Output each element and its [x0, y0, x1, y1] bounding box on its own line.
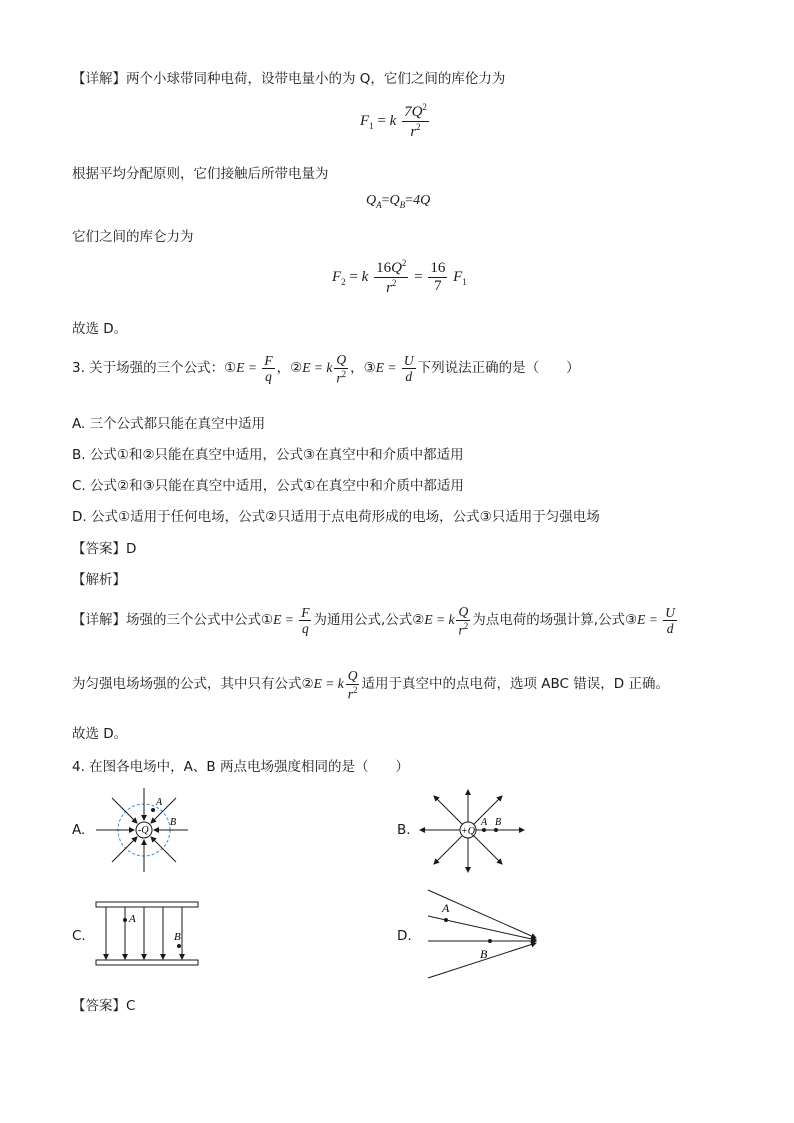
- q3-detail-line-2: 为匀强电场场强的公式，其中只有公式②E = k $\frac{Q}{r^2}$ 适用于真空中的点电荷，选项 ABC 错误，D 正确。: [72, 668, 669, 702]
- point-a-label: A: [156, 797, 163, 808]
- detail-paragraph-1: [72, 67, 505, 87]
- figure-a-negative-charge: [92, 786, 192, 878]
- point-b-dot-c: [177, 944, 181, 948]
- choose-d-1: 故选 D。: [72, 321, 128, 337]
- q4-option-c-label: C.: [72, 928, 86, 944]
- point-b-label-c: B: [174, 931, 181, 943]
- question-3-stem: 3. 关于场强的三个公式：①E = $\frac{F}{q}$ ，②E = k $\frac{Q}{r^2}$ ，③E = $\frac{U}{d}$ 下列说法正确的是（ ）: [72, 352, 580, 386]
- equation-f2: $F_2 = k$ $\frac{16Q^2}{r^2}$ = $\frac{16}{7}$ $F_1$: [332, 258, 467, 297]
- point-a-label-b: A: [481, 817, 488, 828]
- point-a-label-d: A: [442, 901, 450, 915]
- top-plate: [96, 902, 198, 907]
- q3-choose: 故选 D。: [72, 726, 128, 742]
- figure-c-uniform-field: [94, 898, 200, 970]
- point-a-label-c: A: [129, 913, 136, 925]
- paragraph-distribution: 根据平均分配原则，它们接触后所带电量为: [72, 166, 329, 182]
- figure-d-converging-field: [424, 886, 542, 982]
- figure-b-positive-charge: [418, 786, 528, 876]
- detail-text: 两个小球带同种电荷，设带电量小的为 Q，它们之间的库伦力为: [126, 71, 506, 87]
- q4-option-d-label: D.: [397, 928, 412, 944]
- charge-label-a: -Q: [138, 825, 149, 836]
- point-b-label: B: [170, 817, 177, 828]
- q4-answer: 【答案】C: [72, 998, 136, 1014]
- q3-option-c: C. 公式②和③只能在真空中适用，公式①在真空中和介质中都适用: [72, 478, 464, 494]
- point-a-dot: [151, 808, 155, 812]
- point-a-dot-c: [123, 918, 127, 922]
- point-b-label-b: B: [495, 817, 502, 828]
- point-b-label-d: B: [480, 947, 488, 961]
- q3-analysis-label: 【解析】: [72, 572, 126, 588]
- point-b-dot-b: [494, 828, 498, 832]
- point-a-dot-b: [482, 828, 486, 832]
- field-lines-c: [106, 907, 182, 959]
- q3-option-d: D. 公式①适用于任何电场，公式②只适用于点电荷形成的电场，公式③只适用于匀强电场: [72, 509, 600, 525]
- bottom-plate: [96, 960, 198, 965]
- q3-detail-line-1: 【详解】场强的三个公式中公式①E = $\frac{F}{q}$ 为通用公式,公式②E = k $\frac{Q}{r^2}$ 为点电荷的场强计算,公式③E = $\frac{U}{d}$: [72, 604, 676, 638]
- point-b-dot-d: [488, 939, 492, 943]
- equation-f1: $F_1 = k$ $\frac{7Q^2}{r^2}$: [360, 102, 427, 141]
- equation-qa-qb: $Q_A=Q_B=4Q$: [366, 193, 431, 210]
- q3-answer: 【答案】D: [72, 541, 137, 557]
- point-a-dot-d: [444, 918, 448, 922]
- q3-option-a: A. 三个公式都只能在真空中适用: [72, 416, 266, 432]
- q3-option-b: B. 公式①和②只能在真空中适用，公式③在真空中和介质中都适用: [72, 447, 464, 463]
- paragraph-coulomb: 它们之间的库仑力为: [72, 229, 194, 245]
- q4-option-b-label: B.: [397, 822, 411, 838]
- q4-option-a-label: A.: [72, 822, 86, 838]
- question-4-stem: 4. 在图各电场中，A、B 两点电场强度相同的是（ ）: [72, 759, 409, 775]
- charge-label-b: +Q: [461, 826, 475, 837]
- detail-label: 【详解】: [72, 71, 126, 87]
